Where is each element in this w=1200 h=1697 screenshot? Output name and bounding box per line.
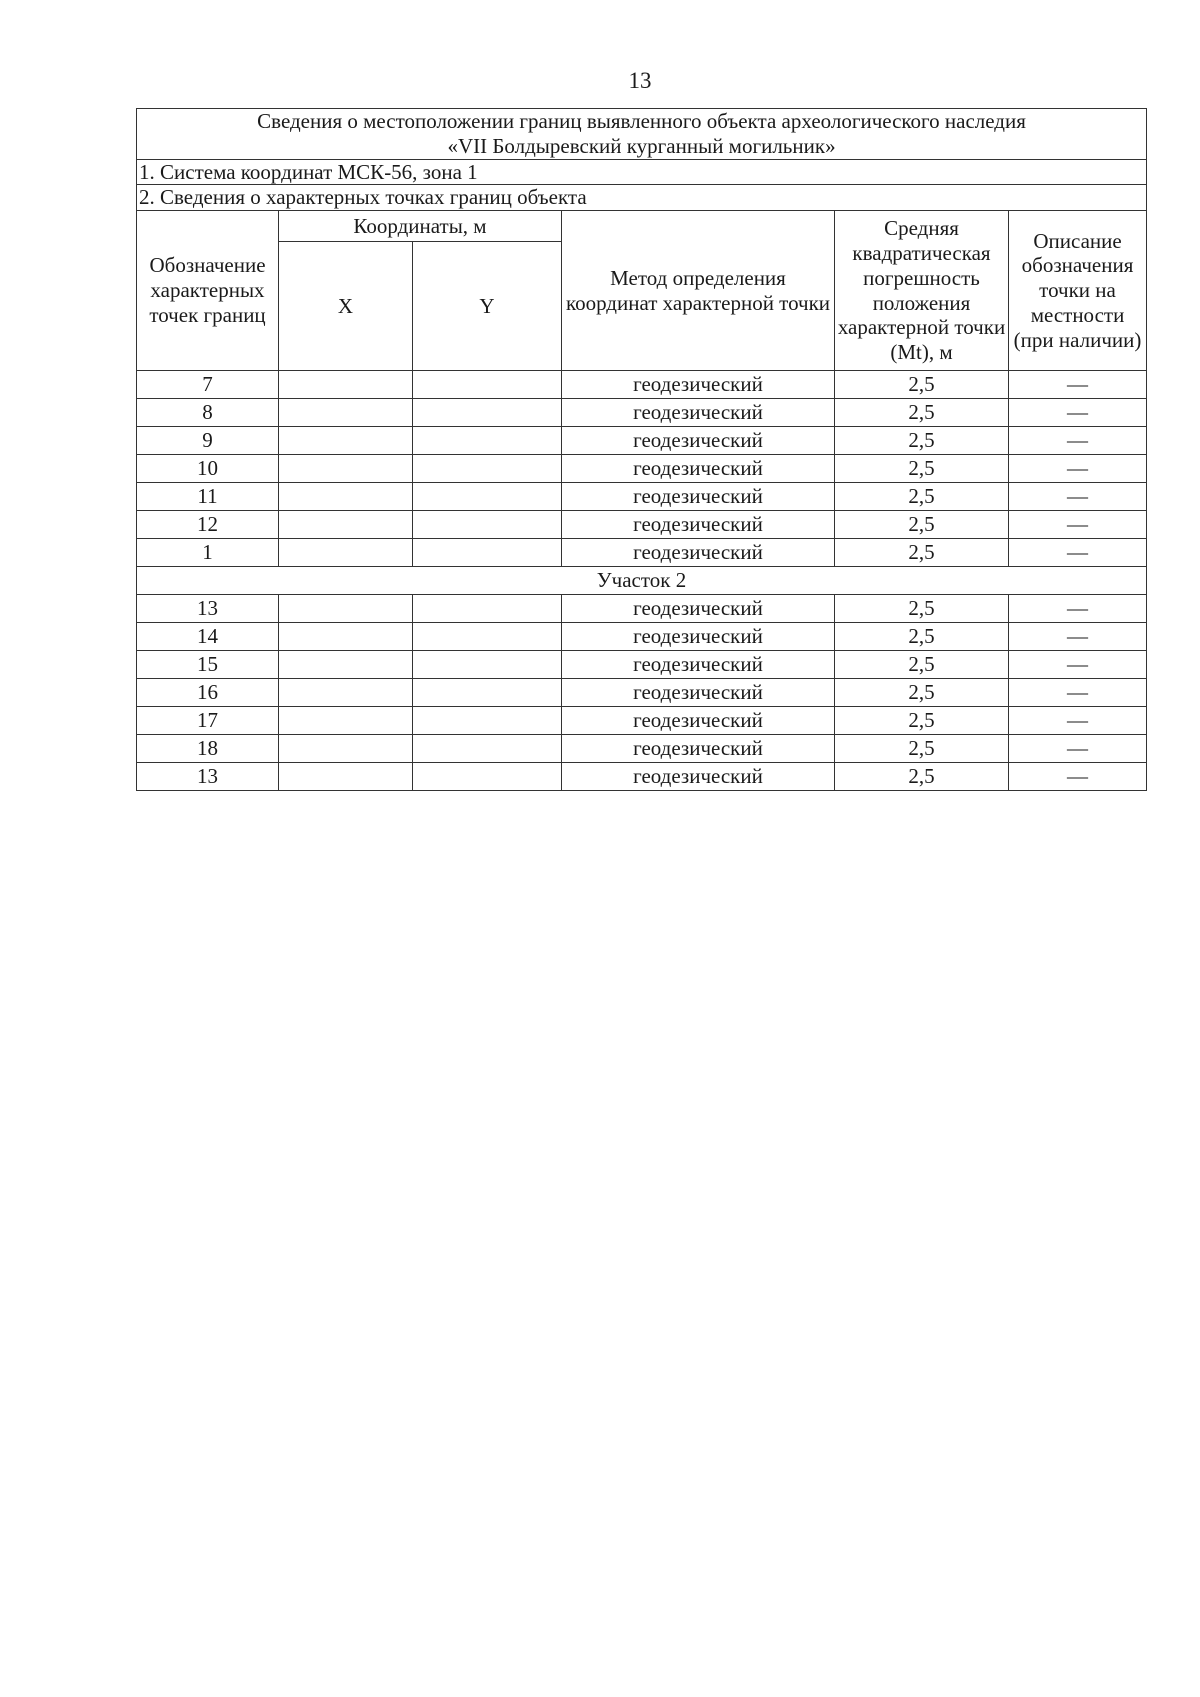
table-title-line2: «VII Болдыревский курганный могильник» <box>447 133 836 158</box>
error-cell: 2,5 <box>835 427 1009 455</box>
method-cell: геодезический <box>562 539 835 567</box>
page-number: 13 <box>628 68 652 93</box>
point-cell: 13 <box>137 763 279 791</box>
table-row <box>137 399 1147 427</box>
header-y: Y <box>413 242 562 371</box>
x-cell <box>279 595 413 623</box>
table-title <box>137 109 1147 160</box>
error-cell: 2,5 <box>835 707 1009 735</box>
header-method: Метод определения координат характерной точки <box>562 211 835 371</box>
point-cell: 13 <box>137 595 279 623</box>
point-cell: 15 <box>137 651 279 679</box>
table-row <box>137 623 1147 651</box>
table-row <box>137 707 1147 735</box>
y-cell <box>413 623 562 651</box>
description-cell: — <box>1009 399 1147 427</box>
y-cell <box>413 455 562 483</box>
description-cell: — <box>1009 679 1147 707</box>
point-cell: 10 <box>137 455 279 483</box>
y-cell <box>413 651 562 679</box>
method-cell: геодезический <box>562 427 835 455</box>
x-cell <box>279 623 413 651</box>
y-cell <box>413 511 562 539</box>
plot-2-row <box>137 567 1147 595</box>
error-cell: 2,5 <box>835 595 1009 623</box>
point-cell: 7 <box>137 371 279 399</box>
point-cell: 16 <box>137 679 279 707</box>
description-cell: — <box>1009 735 1147 763</box>
description-cell: — <box>1009 763 1147 791</box>
header-coords: Координаты, м <box>279 211 562 242</box>
point-cell: 18 <box>137 735 279 763</box>
x-cell <box>279 539 413 567</box>
method-cell: геодезический <box>562 455 835 483</box>
x-cell <box>279 427 413 455</box>
x-cell <box>279 651 413 679</box>
y-cell <box>413 427 562 455</box>
x-cell <box>279 735 413 763</box>
error-cell: 2,5 <box>835 539 1009 567</box>
description-cell: — <box>1009 427 1147 455</box>
table-row <box>137 539 1147 567</box>
x-cell <box>279 679 413 707</box>
point-cell: 11 <box>137 483 279 511</box>
section2-row <box>137 185 1147 211</box>
header-row-1 <box>137 211 1147 242</box>
error-cell: 2,5 <box>835 371 1009 399</box>
error-cell: 2,5 <box>835 623 1009 651</box>
y-cell <box>413 539 562 567</box>
y-cell <box>413 679 562 707</box>
boundary-points-table <box>136 108 1147 791</box>
table-title-row <box>137 109 1147 160</box>
error-cell: 2,5 <box>835 455 1009 483</box>
point-cell: 17 <box>137 707 279 735</box>
table-row <box>137 595 1147 623</box>
description-cell: — <box>1009 455 1147 483</box>
plot-2-label: Участок 2 <box>137 567 1147 595</box>
y-cell <box>413 707 562 735</box>
error-cell: 2,5 <box>835 679 1009 707</box>
method-cell: геодезический <box>562 707 835 735</box>
header-error: Средняя квадратическая погрешность положения характерной точки (Mt), м <box>835 211 1009 371</box>
x-cell <box>279 763 413 791</box>
error-cell: 2,5 <box>835 763 1009 791</box>
method-cell: геодезический <box>562 483 835 511</box>
description-cell: — <box>1009 651 1147 679</box>
table-row <box>137 511 1147 539</box>
points-section-title: 2. Сведения о характерных точках границ объекта <box>137 185 1147 211</box>
method-cell: геодезический <box>562 595 835 623</box>
method-cell: геодезический <box>562 511 835 539</box>
method-cell: геодезический <box>562 763 835 791</box>
table-row <box>137 427 1147 455</box>
table-row <box>137 483 1147 511</box>
table-row <box>137 763 1147 791</box>
table-row <box>137 651 1147 679</box>
header-x: X <box>279 242 413 371</box>
y-cell <box>413 399 562 427</box>
point-cell: 12 <box>137 511 279 539</box>
y-cell <box>413 595 562 623</box>
header-description: Описание обозначения точки на местности (при наличии) <box>1009 211 1147 371</box>
y-cell <box>413 735 562 763</box>
table-row <box>137 371 1147 399</box>
error-cell: 2,5 <box>835 399 1009 427</box>
y-cell <box>413 763 562 791</box>
method-cell: геодезический <box>562 371 835 399</box>
table-title-line1: Сведения о местоположении границ выявленного объекта археологического наследия <box>257 109 1026 133</box>
y-cell <box>413 483 562 511</box>
point-cell: 14 <box>137 623 279 651</box>
description-cell: — <box>1009 707 1147 735</box>
description-cell: — <box>1009 539 1147 567</box>
x-cell <box>279 455 413 483</box>
error-cell: 2,5 <box>835 483 1009 511</box>
method-cell: геодезический <box>562 623 835 651</box>
x-cell <box>279 707 413 735</box>
coordinate-system: 1. Система координат МСК-56, зона 1 <box>137 159 1147 185</box>
error-cell: 2,5 <box>835 735 1009 763</box>
y-cell <box>413 371 562 399</box>
description-cell: — <box>1009 595 1147 623</box>
point-cell: 9 <box>137 427 279 455</box>
point-cell: 1 <box>137 539 279 567</box>
description-cell: — <box>1009 371 1147 399</box>
description-cell: — <box>1009 511 1147 539</box>
description-cell: — <box>1009 623 1147 651</box>
x-cell <box>279 511 413 539</box>
x-cell <box>279 483 413 511</box>
table-row <box>137 679 1147 707</box>
error-cell: 2,5 <box>835 511 1009 539</box>
method-cell: геодезический <box>562 399 835 427</box>
x-cell <box>279 399 413 427</box>
table-row <box>137 735 1147 763</box>
method-cell: геодезический <box>562 735 835 763</box>
x-cell <box>279 371 413 399</box>
error-cell: 2,5 <box>835 651 1009 679</box>
section1-row <box>137 159 1147 185</box>
table-row <box>137 455 1147 483</box>
description-cell: — <box>1009 483 1147 511</box>
method-cell: геодезический <box>562 679 835 707</box>
point-cell: 8 <box>137 399 279 427</box>
header-point: Обозначение характерных точек границ <box>137 211 279 371</box>
method-cell: геодезический <box>562 651 835 679</box>
